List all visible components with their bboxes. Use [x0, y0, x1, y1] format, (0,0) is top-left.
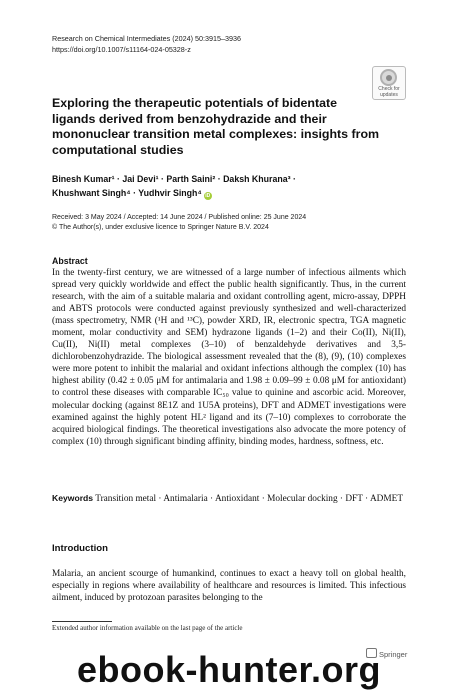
history-dates: Received: 3 May 2024 / Accepted: 14 June 2024 / Published online: 25 June 2024 — [52, 214, 307, 221]
keywords-block — [52, 492, 406, 505]
author-list — [52, 172, 402, 200]
keywords-text: Transition metal · Antimalaria · Antioxidant · Molecular docking · DFT · ADMET — [95, 494, 404, 504]
journal-citation: Research on Chemical Intermediates (2024) 50:3915–3936 — [52, 34, 241, 43]
footnote-divider — [52, 621, 112, 622]
publisher-name: Springer — [379, 650, 408, 659]
abstract-text: In the twenty-first century, we are witnessed of a large number of infectious ailments which spread very quickly worldwide and effect the public health significantly. Thus, in the current research, with the aim of a suitable malaria and oxidant controlling agent, micro-assay, DPPH and ABTS protocols were conducted against previously synthesized and well-characterized (mass spectrometry, NMR (¹H and ¹³C), powder XRD, IR, electronic spectra, TGA magnetic moment, molar conductivity and SEM) hydrazone ligands (1–2) and their Co(II), Ni(II), Cu(II), Ni(II) metal complexes (3–10) of benzaldehyde derivatives and 3,5-dichlorobenzohydrazide. The biological assessment revealed that the (8), (9), (10) complexes were more potent to inhibit the malarial and oxidant infections although the complex (10) has highest ability (0.42 ± 0.05 μM for antimalaria and 1.98 ± 0.09–99 ± 0.08 μM for antioxidant) to control these diseases with comparable IC₅₀ value to quinine and ascorbic acid. Moreover, molecular docking (against 8E1Z and 1U5A proteins), DFT and ADMET investigations were examined against the highly potent HL² ligand and its (7–10) complexes to corroborate the acquired biological findings. The theoretical investigations also advocate the more potency of complex (10) through significant binding affinity, binding modes, hardness, softness, etc. — [52, 268, 406, 447]
authors-line-1-text[interactable]: Binesh Kumar¹ · Jai Devi¹ · Parth Saini² · Daksh Khurana³ · — [52, 174, 296, 184]
orcid-icon[interactable]: iD — [205, 193, 211, 199]
journal-header — [52, 33, 241, 55]
badge-line1: Check for — [378, 86, 400, 92]
article-dates — [52, 213, 306, 232]
footnote: Extended author information available on the last page of the article — [52, 624, 243, 632]
article-title: Exploring the therapeutic potentials of bidentate ligands derived from benzohydrazide and their mononuclear transition metal complexes: insights from computational studies — [52, 96, 380, 157]
abstract-heading: Abstract — [52, 256, 88, 266]
authors-line-2 — [52, 186, 402, 200]
authors-line-1 — [52, 172, 402, 186]
doi-link[interactable]: https://doi.org/10.1007/s11164-024-05328-z — [52, 45, 191, 54]
watermark: ebook-hunter.org — [77, 649, 381, 690]
introduction-text: Malaria, an ancient scourge of humankind, continues to exact a heavy toll on global health, especially in regions where availability of healthcare and resources is limited. This infectious ailment, induced by protozoan parasites belonging to the — [52, 569, 406, 604]
copyright-line: © The Author(s), under exclusive licence to Springer Nature B.V. 2024 — [52, 223, 269, 231]
keywords-label: Keywords — [52, 493, 94, 503]
check-for-updates-button[interactable] — [372, 66, 406, 100]
authors-line-2-text[interactable]: Khushwant Singh⁴ · Yudhvir Singh⁴ — [52, 188, 202, 198]
check-for-updates-icon — [380, 69, 397, 86]
introduction-heading: Introduction — [52, 543, 108, 554]
badge-line2: updates — [380, 91, 398, 98]
